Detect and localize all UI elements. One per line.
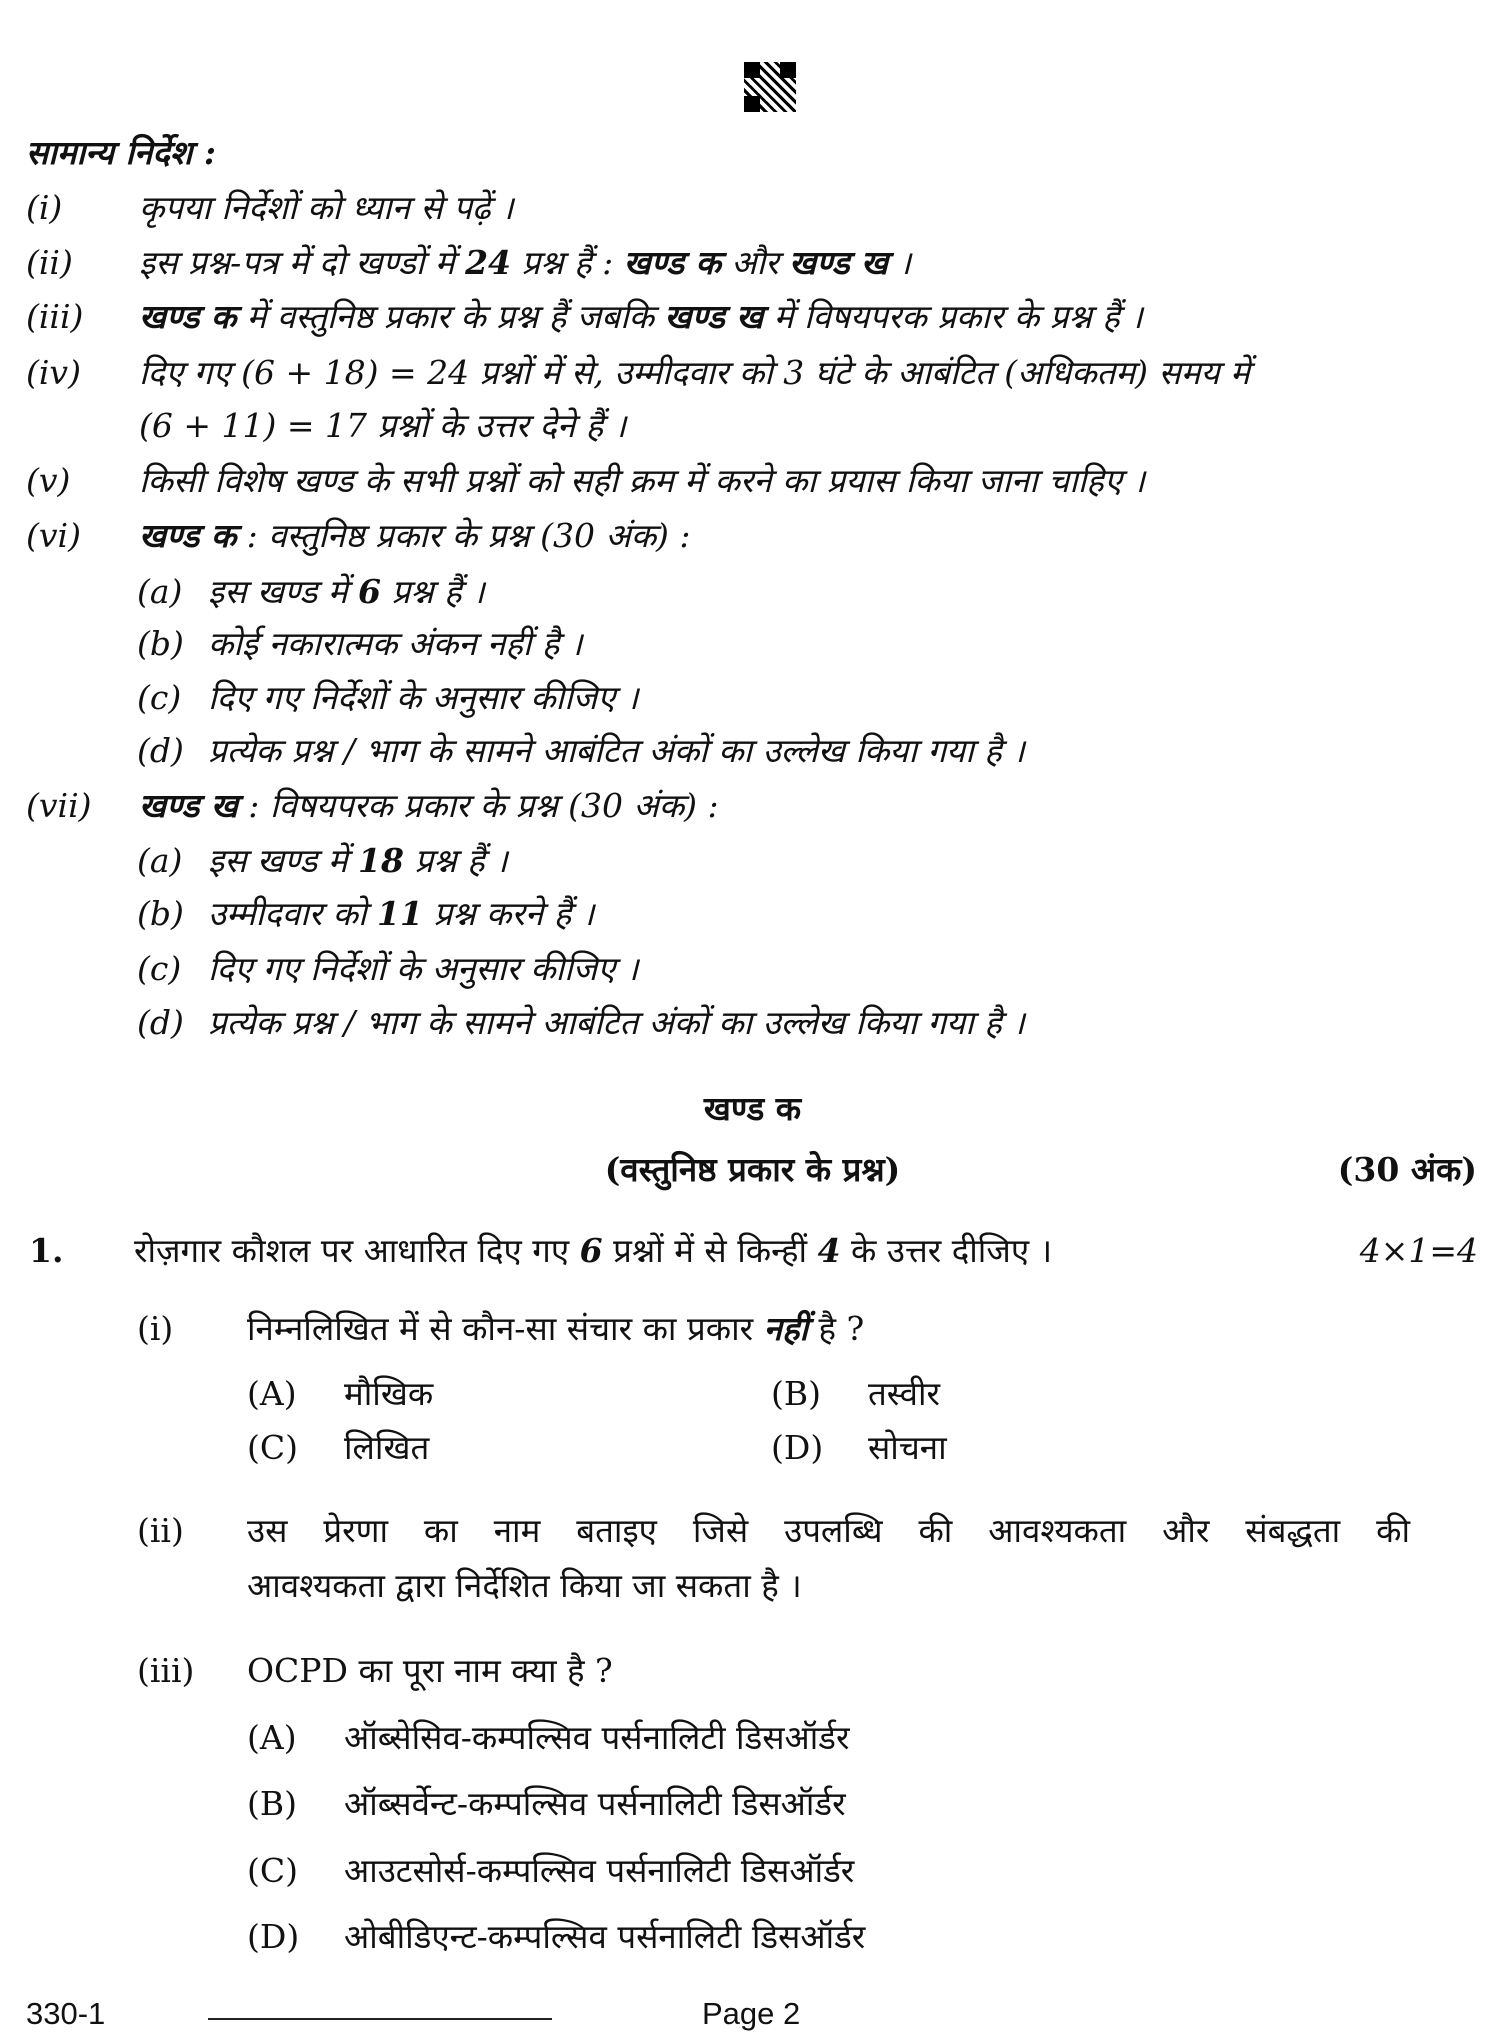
instruction-text: (6 + 11) = 17 प्रश्नों के उत्तर देने हैं ।: [139, 406, 627, 445]
part-text: निम्नलिखित में से कौन-सा संचार का प्रकार नहीं है ?: [247, 1309, 865, 1348]
qr-code: [744, 62, 796, 112]
option-label: (D): [771, 1428, 824, 1467]
instructions-heading: सामान्य निर्देश :: [26, 133, 216, 172]
part-label: (i): [137, 1309, 174, 1348]
sub-label: (a): [137, 572, 183, 611]
sub-label: (c): [137, 949, 182, 988]
option-text: ओबीडिएन्ट-कम्पल्सिव पर्सनालिटी डिसऑर्डर: [344, 1917, 866, 1956]
instruction-text: खण्ड क में वस्तुनिष्ठ प्रकार के प्रश्न हैं जबकि खण्ड ख में विषयपरक प्रकार के प्रश्न हैं ।: [139, 297, 1143, 336]
sub-label: (b): [137, 624, 184, 663]
instruction-label: (i): [26, 188, 63, 227]
option-text: मौखिक: [344, 1374, 434, 1413]
instruction-label: (v): [26, 461, 71, 500]
instruction-label: (vi): [26, 516, 81, 555]
section-subtitle: (वस्तुनिष्ठ प्रकार के प्रश्न): [604, 1150, 901, 1189]
sub-label: (d): [137, 731, 184, 770]
option-label: (A): [247, 1374, 297, 1413]
part-label: (iii): [137, 1651, 195, 1690]
sub-text: कोई नकारात्मक अंकन नहीं है ।: [208, 624, 583, 663]
page-number: Page 2: [702, 1996, 801, 2031]
instruction-label: (ii): [26, 243, 73, 282]
option-label: (C): [247, 1851, 298, 1890]
instruction-text: दिए गए (6 + 18) = 24 प्रश्नों में से, उम्मीदवार को 3 घंटे के आबंटित (अधिकतम) समय में: [139, 353, 1250, 392]
option-label: (B): [247, 1784, 297, 1823]
option-text: आउटसोर्स-कम्पल्सिव पर्सनालिटी डिसऑर्डर: [344, 1851, 855, 1890]
option-text: ऑब्सेसिव-कम्पल्सिव पर्सनालिटी डिसऑर्डर: [344, 1718, 850, 1757]
question-text: रोज़गार कौशल पर आधारित दिए गए 6 प्रश्नों में से किन्हीं 4 के उत्तर दीजिए ।: [134, 1231, 1053, 1270]
part-label: (ii): [137, 1511, 184, 1550]
option-text: तस्वीर: [868, 1374, 941, 1413]
paper-code: 330-1: [26, 1996, 106, 2031]
sub-label: (c): [137, 678, 182, 717]
option-label: (B): [771, 1374, 821, 1413]
instruction-label: (iv): [26, 353, 81, 392]
part-text: आवश्यकता द्वारा निर्देशित किया जा सकता है ।: [247, 1566, 802, 1605]
question-marks: 4×1=4: [1359, 1231, 1478, 1270]
instruction-text: खण्ड ख : विषयपरक प्रकार के प्रश्न (30 अंक) :: [139, 786, 719, 825]
sub-text: प्रत्येक प्रश्न / भाग के सामने आबंटित अंकों का उल्लेख किया गया है ।: [208, 731, 1025, 770]
option-text: ऑब्सर्वेन्ट-कम्पल्सिव पर्सनालिटी डिसऑर्डर: [344, 1784, 846, 1823]
sub-text: दिए गए निर्देशों के अनुसार कीजिए ।: [208, 678, 639, 717]
part-text: उस प्रेरणा का नाम बताइए जिसे उपलब्धि की आवश्यकता और संबद्धता की: [247, 1511, 1410, 1550]
instruction-label: (iii): [26, 297, 84, 336]
option-label: (A): [247, 1718, 297, 1757]
option-label: (C): [247, 1428, 298, 1467]
sub-text: दिए गए निर्देशों के अनुसार कीजिए ।: [208, 949, 639, 988]
question-number: 1.: [29, 1231, 64, 1270]
option-label: (D): [247, 1917, 300, 1956]
sub-text: उम्मीदवार को 11 प्रश्न करने हैं ।: [208, 894, 595, 933]
instruction-text: खण्ड क : वस्तुनिष्ठ प्रकार के प्रश्न (30 अंक) :: [139, 516, 691, 555]
instruction-text: किसी विशेष खण्ड के सभी प्रश्नों को सही क्रम में करने का प्रयास किया जाना चाहिए ।: [139, 461, 1146, 500]
part-text: OCPD का पूरा नाम क्या है ?: [247, 1651, 613, 1690]
sub-label: (b): [137, 894, 184, 933]
section-marks: (30 अंक): [1337, 1150, 1477, 1189]
sub-label: (a): [137, 841, 183, 880]
instruction-text: कृपया निर्देशों को ध्यान से पढ़ें ।: [139, 188, 514, 227]
sub-text: प्रत्येक प्रश्न / भाग के सामने आबंटित अंकों का उल्लेख किया गया है ।: [208, 1003, 1025, 1042]
section-title: खण्ड क: [703, 1089, 802, 1128]
sub-text: इस खण्ड में 6 प्रश्न हैं ।: [208, 572, 485, 611]
instruction-label: (vii): [26, 786, 92, 825]
sub-label: (d): [137, 1003, 184, 1042]
footer-rule: [208, 2018, 552, 2020]
option-text: सोचना: [868, 1428, 947, 1467]
sub-text: इस खण्ड में 18 प्रश्न हैं ।: [208, 841, 508, 880]
instruction-text: इस प्रश्न-पत्र में दो खण्डों में 24 प्रश्न हैं : खण्ड क और खण्ड ख ।: [139, 243, 911, 282]
option-text: लिखित: [344, 1428, 430, 1467]
